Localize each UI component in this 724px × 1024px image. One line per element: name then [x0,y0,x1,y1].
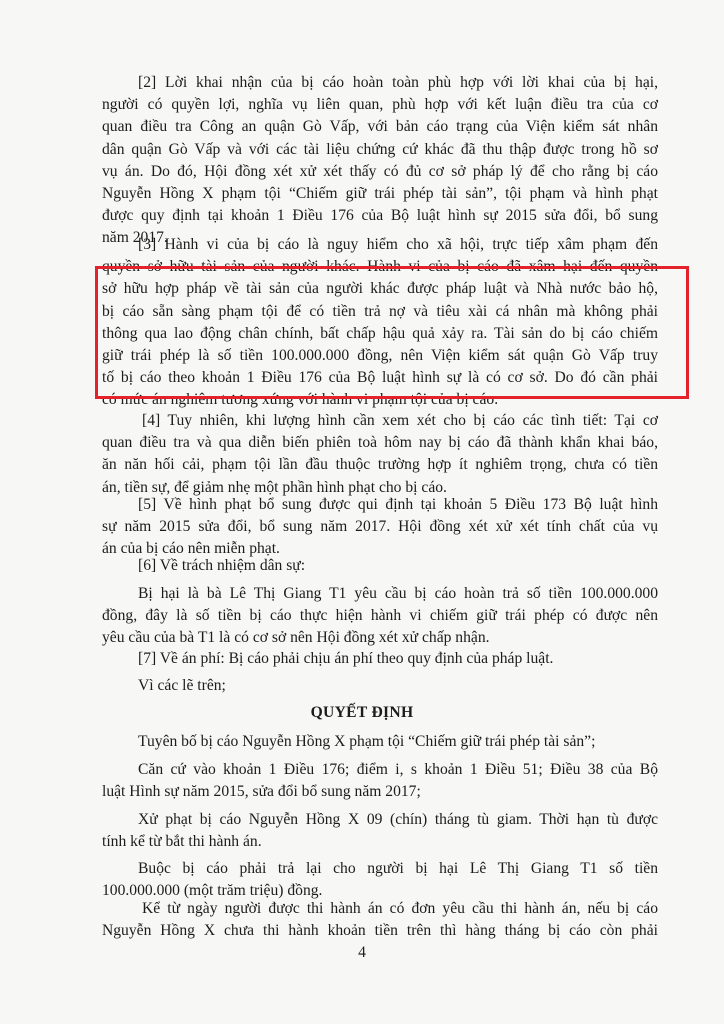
paragraph-conclusion-intro [102,675,658,697]
text-line: [5] Về hình phạt bổ sung được qui định tại khoản 5 Điều 173 Bộ luật hình [138,496,658,513]
text-line: luật Hình sự năm 2015, sửa đổi bổ sung năm 2017; [102,783,421,801]
text-line: Căn cứ vào khoản 1 Điều 176; điểm i, s khoản 1 Điều 51; Điều 38 của Bộ [138,761,658,778]
paragraph-civil [102,583,658,650]
highlight-box [95,266,689,399]
text-line: Nguyễn Hồng X phạm tội “Chiếm giữ trái phép tài sản”, tội phạm và hình phạt [102,185,658,203]
text-line: [2] Lời khai nhận của bị cáo hoàn toàn phù hợp với lời khai của bị hại, [138,74,658,91]
text-line: Nguyễn Hồng X chưa thi hành khoản tiền trên thì hàng tháng bị cáo còn phải [102,922,658,940]
text-line: có mức án nghiêm tương xứng với hành vi phạm tội của bị cáo. [102,391,499,409]
paragraph-decision-1 [102,731,658,753]
text-line: [3] Hành vi của bị cáo là nguy hiểm cho xã hội, trực tiếp xâm phạm đến [138,236,658,253]
text-line: năm 2017. [102,229,168,247]
text-line: đồng, đây là số tiền bị cáo thực hiện hành vi chiếm giữ trái phép có được nên [102,607,658,625]
text-line: quyền sở hữu tài sản của người khác. Hành vi của bị cáo đã xâm hại đến quyền [102,258,658,276]
text-line: người có quyền lợi, nghĩa vụ liên quan, phù hợp với kết luận điều tra của cơ [102,96,658,114]
paragraph-5 [102,494,658,561]
paragraph-6 [102,555,658,577]
paragraph-decision-5 [102,898,658,942]
paragraph-decision-2 [102,759,658,803]
text-line: Vì các lẽ trên; [138,677,226,694]
text-line: [4] Tuy nhiên, khi lượng hình cần xem xét cho bị cáo các tình tiết: Tại cơ [142,412,658,429]
text-line: [6] Về trách nhiệm dân sự: [138,557,306,574]
text-line: án, tiền sự, để giảm nhẹ một phần hình phạt cho bị cáo. [102,478,447,496]
text-line: giữ trái phép là số tiền 100.000.000 đồng, nên Viện kiểm sát quận Gò Vấp truy [102,347,658,365]
text-line: sở hữu hợp pháp về tài sản của người khác được pháp luật và Nhà nước bảo hộ, [102,280,658,298]
text-line: ăn năn hối cải, phạm tội lần đầu thuộc trường hợp ít nghiêm trọng, chưa có tiền [102,456,658,474]
text-line: Xử phạt bị cáo Nguyễn Hồng X 09 (chín) tháng tù giam. Thời hạn tù được [138,811,658,828]
paragraph-7 [102,648,658,670]
text-line: [7] Về án phí: Bị cáo phải chịu án phí theo quy định của pháp luật. [138,650,554,667]
text-line: được quy định tại khoản 1 Điều 176 của Bộ luật hình sự 2015 sửa đổi, bổ sung [102,207,658,225]
text-line: quan điều tra và qua diễn biến phiên toà hôm nay bị cáo đã thành khẩn khai báo, [102,434,658,452]
text-line: tố bị cáo theo khoản 1 Điều 176 của Bộ luật hình sự là có cơ sở. Do đó cần phải [102,369,658,387]
text-line: Tuyên bố bị cáo Nguyễn Hồng X phạm tội “Chiếm giữ trái phép tài sản”; [138,733,596,750]
text-line: Buộc bị cáo phải trả lại cho người bị hại Lê Thị Giang T1 số tiền [138,860,658,877]
paragraph-2 [102,72,658,250]
section-heading: QUYẾT ĐỊNH [310,704,414,721]
paragraph-4 [102,410,658,499]
text-line: tính kể từ bắt thi hành án. [102,833,262,851]
text-line: dân quận Gò Vấp và với các tài liệu chứng cứ khác đã thu thập được trong hồ sơ [102,140,658,158]
text-line: vụ án. Do đó, Hội đồng xét xử xét thấy có đủ cơ sở pháp lý để cho rằng bị cáo [102,162,658,180]
page-number: 4 [358,944,366,961]
text-line: bị cáo sẵn sàng phạm tội để có tiền trả nợ và tiêu xài cá nhân mà không phải [102,302,658,320]
text-line: Kể từ ngày người được thi hành án có đơn yêu cầu thi hành án, nếu bị cáo [142,900,658,917]
text-line: 100.000.000 (một trăm triệu) đồng. [102,882,323,900]
text-line: Bị hại là bà Lê Thị Giang T1 yêu cầu bị cáo hoàn trả số tiền 100.000.000 [138,585,658,602]
text-line: thông qua lao động chân chính, bất chấp hậu quả xảy ra. Tài sản do bị cáo chiếm [102,324,658,342]
text-line: án của bị cáo nên miễn phạt. [102,540,280,558]
paragraph-decision-3 [102,809,658,853]
text-line: yêu cầu của bà T1 là có cơ sở nên Hội đồng xét xử chấp nhận. [102,629,490,647]
text-line: quan điều tra Công an quận Gò Vấp, với bản cáo trạng của Viện kiểm sát nhân [102,118,658,136]
text-line: sự năm 2015 sửa đổi, bổ sung năm 2017. Hội đồng xét xử xét tính chất của vụ [102,518,658,536]
paragraph-decision-4 [102,858,658,902]
